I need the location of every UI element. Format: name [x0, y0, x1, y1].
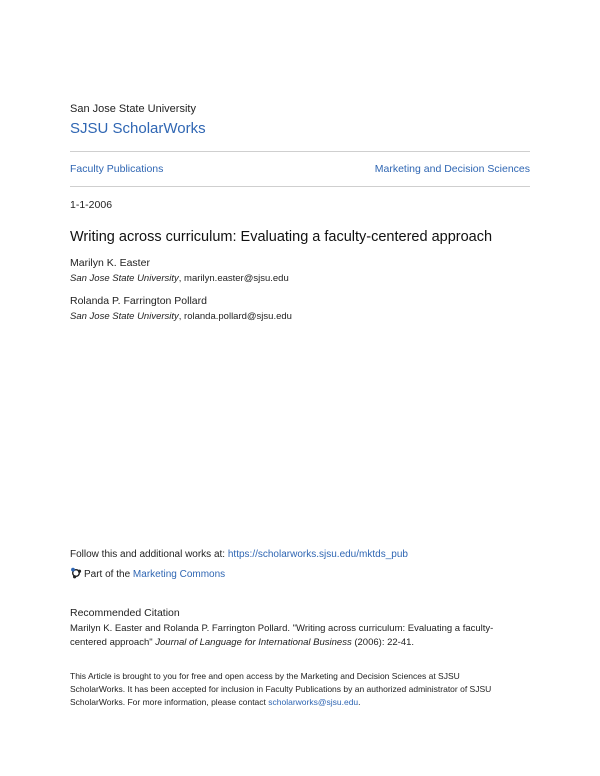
- follow-line: [70, 549, 408, 560]
- commons-line: [70, 567, 225, 580]
- notice-line: This Article is brought to you for free and open access by the Marketing and Decision Sciences at SJSU: [70, 671, 460, 681]
- author-name: Rolanda P. Farrington Pollard: [70, 295, 207, 307]
- journal-title: Journal of Language for International Business: [155, 637, 352, 648]
- department-link[interactable]: Marketing and Decision Sciences: [374, 163, 530, 175]
- divider-top: [70, 151, 530, 152]
- author-affiliation: [70, 311, 292, 322]
- marketing-commons-link[interactable]: Marketing Commons: [132, 569, 226, 580]
- author-email: , marilyn.easter@sjsu.edu: [178, 273, 289, 284]
- page-title: Writing across curriculum: Evaluating a faculty-centered approach: [70, 229, 493, 245]
- citation-heading: Recommended Citation: [70, 607, 180, 619]
- notice-end: .: [358, 697, 361, 707]
- author-affiliation: [70, 273, 289, 284]
- notice-line: [70, 696, 491, 709]
- repository-link[interactable]: SJSU ScholarWorks: [70, 120, 206, 137]
- institution-name: San Jose State University: [70, 103, 196, 115]
- notice-contact-text: ScholarWorks. For more information, please contact: [70, 697, 269, 707]
- divider-bottom: [70, 186, 530, 187]
- notice-line: ScholarWorks. It has been accepted for inclusion in Faculty Publications by an authorized administrator of SJSU: [70, 684, 492, 694]
- author-email: , rolanda.pollard@sjsu.edu: [178, 311, 292, 322]
- author-name: Marilyn K. Easter: [70, 257, 150, 269]
- author-institution: San Jose State University: [70, 311, 179, 322]
- follow-text: Follow this and additional works at:: [70, 549, 228, 560]
- citation-line: [70, 636, 493, 650]
- collection-url-link[interactable]: https://scholarworks.sjsu.edu/mktds_pub: [227, 549, 408, 560]
- citation-pages: (2006): 22-41.: [351, 637, 415, 648]
- faculty-publications-link[interactable]: Faculty Publications: [70, 163, 164, 175]
- citation-line-start: centered approach": [70, 637, 156, 648]
- contact-email-link[interactable]: scholarworks@sjsu.edu: [268, 697, 359, 707]
- author-institution: San Jose State University: [70, 273, 179, 284]
- citation-text: [70, 622, 493, 650]
- network-icon: [70, 567, 82, 579]
- access-notice: [70, 670, 491, 709]
- citation-line: Marilyn K. Easter and Rolanda P. Farrington Pollard. "Writing across curriculum: Evaluating a faculty-: [70, 623, 494, 634]
- publication-date: 1-1-2006: [70, 199, 113, 211]
- commons-prefix: Part of the: [84, 569, 133, 580]
